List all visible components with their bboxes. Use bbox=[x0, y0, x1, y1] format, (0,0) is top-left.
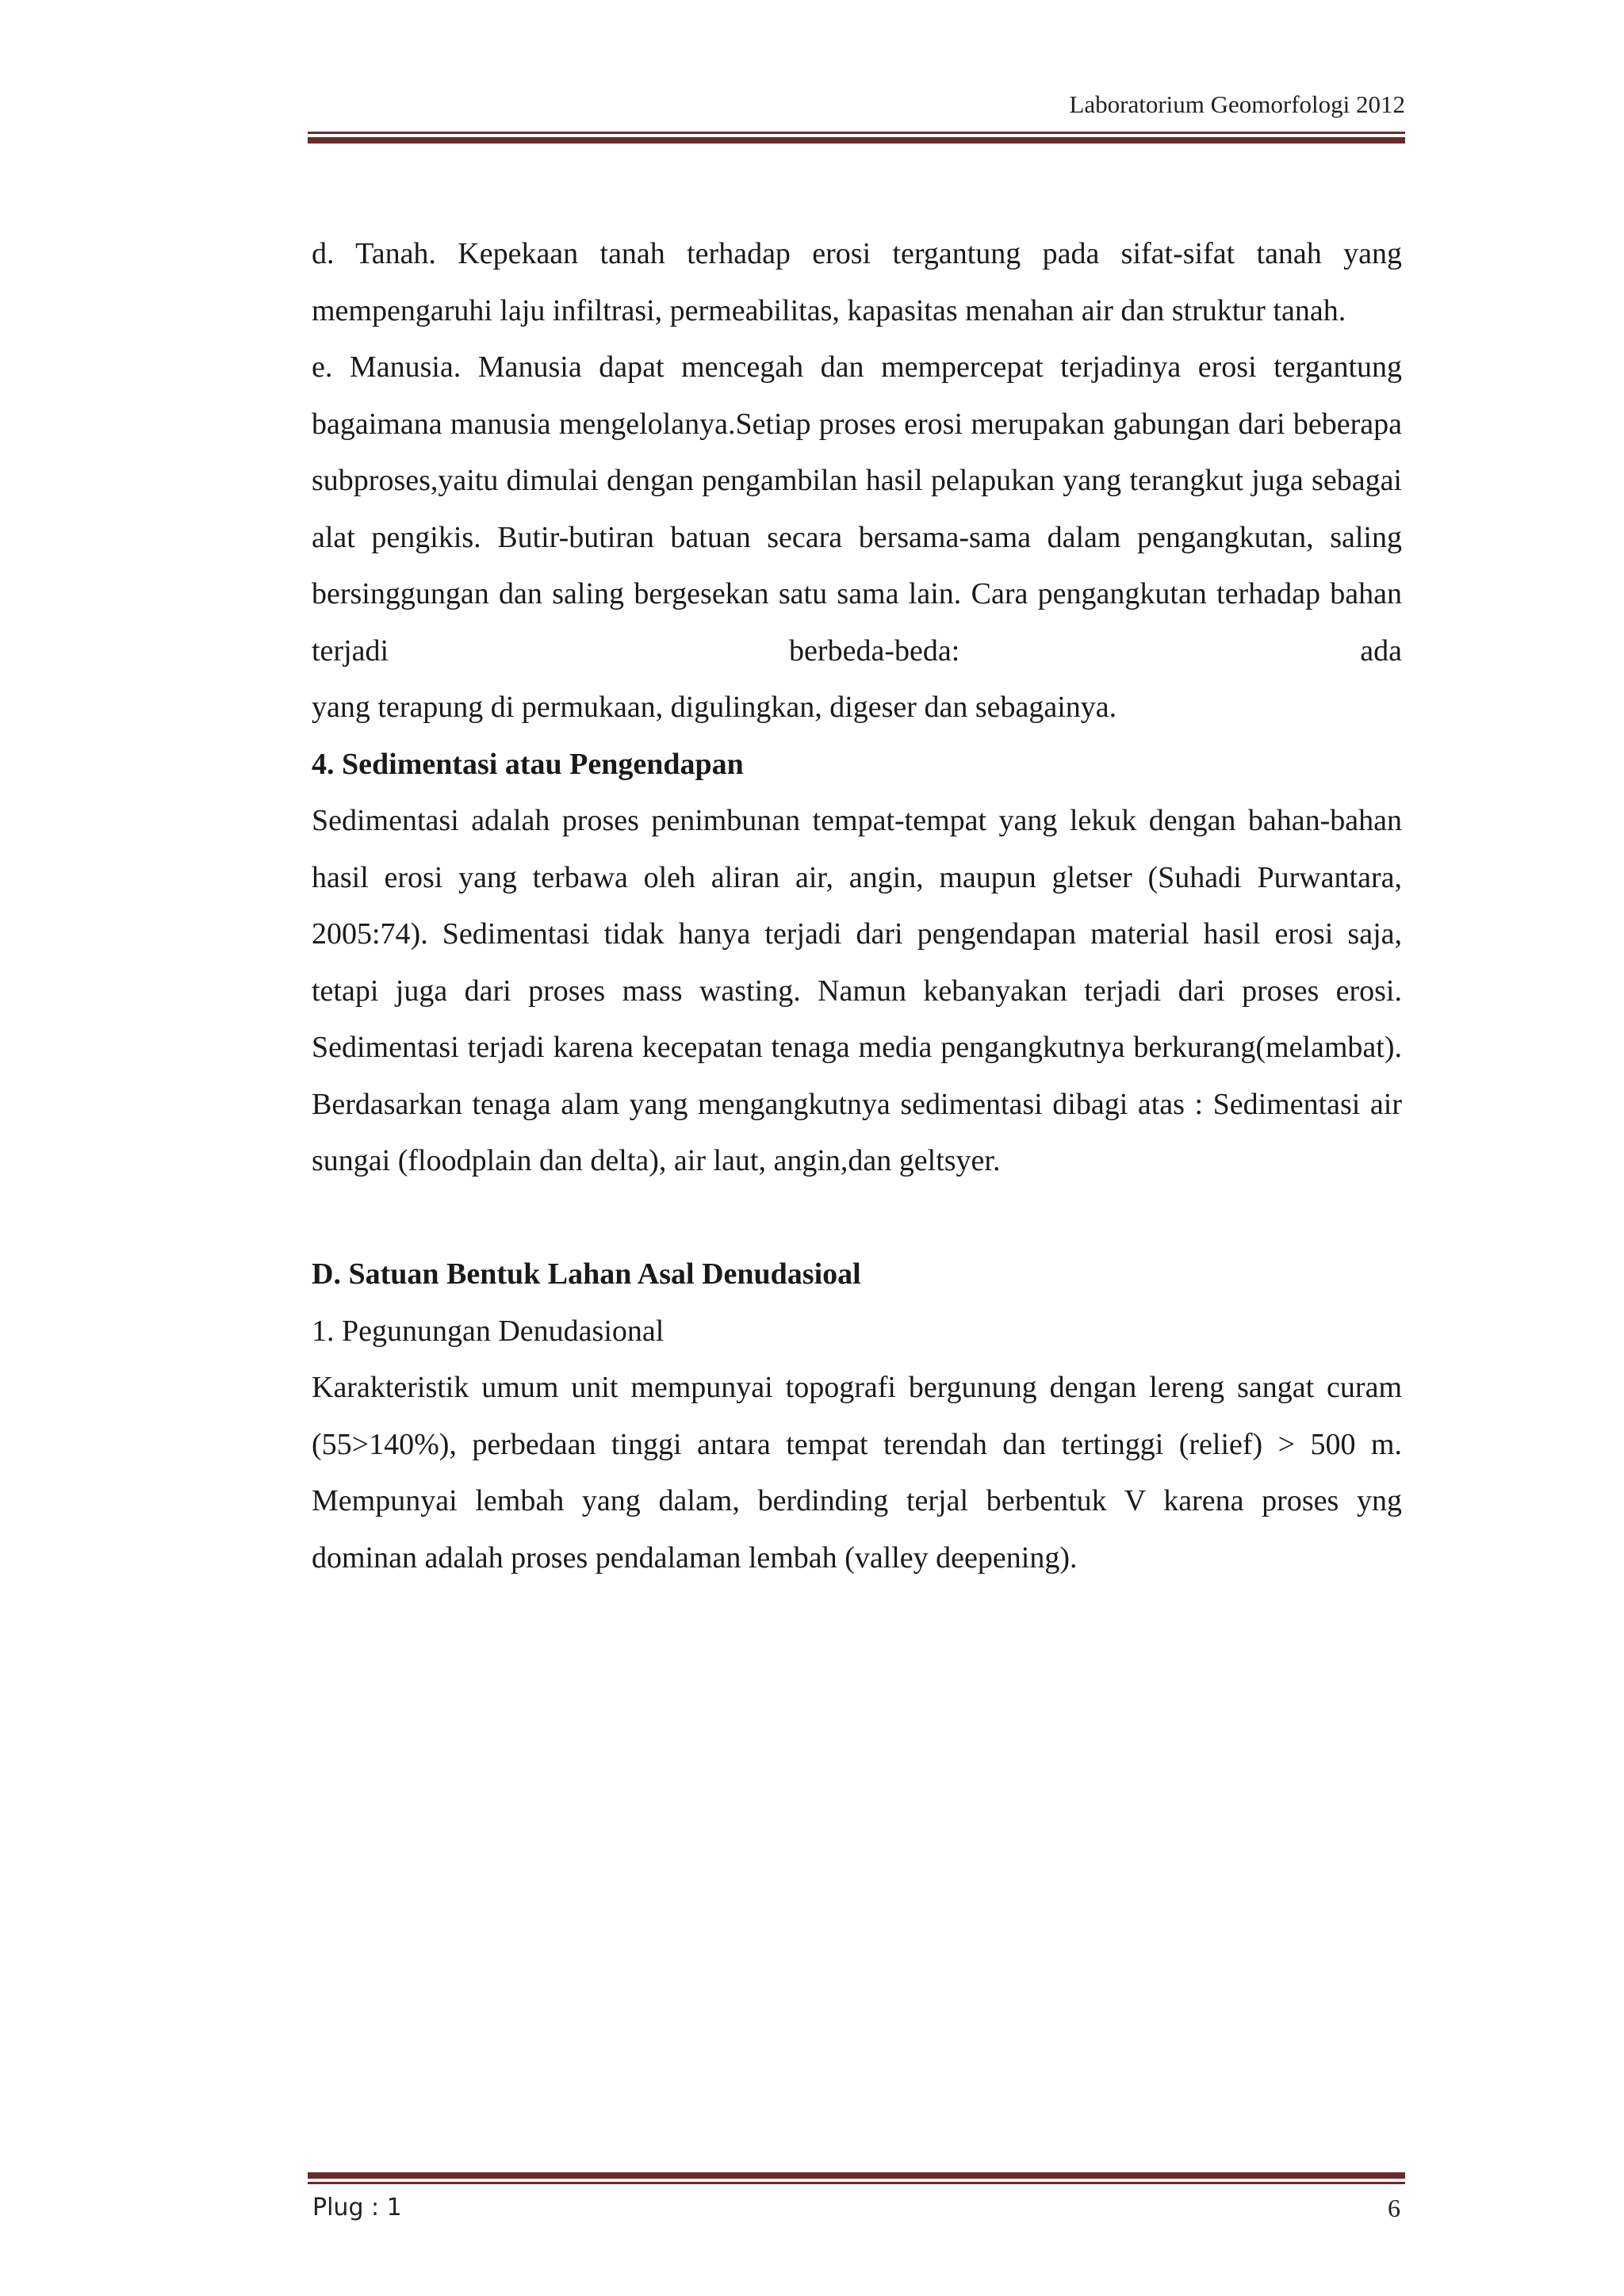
header-rule-thick bbox=[308, 137, 1405, 144]
paragraph-karakteristik: Karakteristik umum unit mempunyai topografi bergunung dengan lereng sangat curam (55>140%), perbedaan tinggi antara tempat terendah dan tertinggi (relief) > 500 m. Mempunyai lembah yang dalam, berdinding terjal berbentuk V karena proses yng dominan adalah proses pendalaman lembah (valley deepening). bbox=[312, 1371, 1402, 1575]
footer-rule bbox=[308, 2172, 1405, 2184]
paragraph-manusia-continued: yang terapung di permukaan, digulingkan, digeser dan sebagainya. bbox=[312, 691, 1117, 724]
subheading-pegunungan: 1. Pegunungan Denudasional bbox=[312, 1314, 665, 1348]
page-header bbox=[308, 89, 1405, 144]
header-rule bbox=[308, 132, 1405, 144]
page-number: 6 bbox=[1388, 2194, 1400, 2222]
heading-sedimentasi: 4. Sedimentasi atau Pengendapan bbox=[312, 747, 744, 781]
heading-satuan-bentuk-lahan: D. Satuan Bentuk Lahan Asal Denudasioal bbox=[312, 1257, 861, 1291]
footer-label: Plug : 1 bbox=[312, 2194, 402, 2221]
paragraph-sedimentasi: Sedimentasi adalah proses penimbunan tempat-tempat yang lekuk dengan bahan-bahan hasil erosi yang terbawa oleh aliran air, angin, maupun gletser (Suhadi Purwantara, 2005:74). Sedimentasi tidak hanya terjadi dari pengendapan material hasil erosi saja, tetapi juga dari proses mass wasting. Namun kebanyakan terjadi dari proses erosi. Sedimentasi terjadi karena kecepatan tenaga media pengangkutnya berkurang(melambat). Berdasarkan tenaga alam yang mengangkutnya sedimentasi dibagi atas : Sedimentasi air sungai (floodplain dan delta), air laut, angin,dan geltsyer. bbox=[312, 804, 1402, 1177]
paragraph-tanah: d. Tanah. Kepekaan tanah terhadap erosi tergantung pada sifat-sifat tanah yang mempengaruhi laju infiltrasi, permeabilitas, kapasitas menahan air dan struktur tanah. bbox=[312, 237, 1402, 327]
page-body bbox=[312, 226, 1402, 1586]
footer-rule-thin bbox=[308, 2182, 1405, 2184]
header-title: Laboratorium Geomorfologi 2012 bbox=[1069, 90, 1405, 118]
footer-rule-thick bbox=[308, 2172, 1405, 2179]
page-footer bbox=[308, 2172, 1405, 2224]
paragraph-manusia: e. Manusia. Manusia dapat mencegah dan mempercepat terjadinya erosi tergantung bagaimana manusia mengelolanya.Setiap proses erosi merupakan gabungan dari beberapa subproses,yaitu dimulai dengan pengambilan hasil pelapukan yang terangkut juga sebagai alat pengikis. Butir-butiran batuan secara bersama-sama dalam pengangkutan, saling bersinggungan dan saling bergesekan satu sama lain. Cara pengangkutan terhadap bahan terjadi berbeda-beda: ada bbox=[312, 350, 1402, 668]
